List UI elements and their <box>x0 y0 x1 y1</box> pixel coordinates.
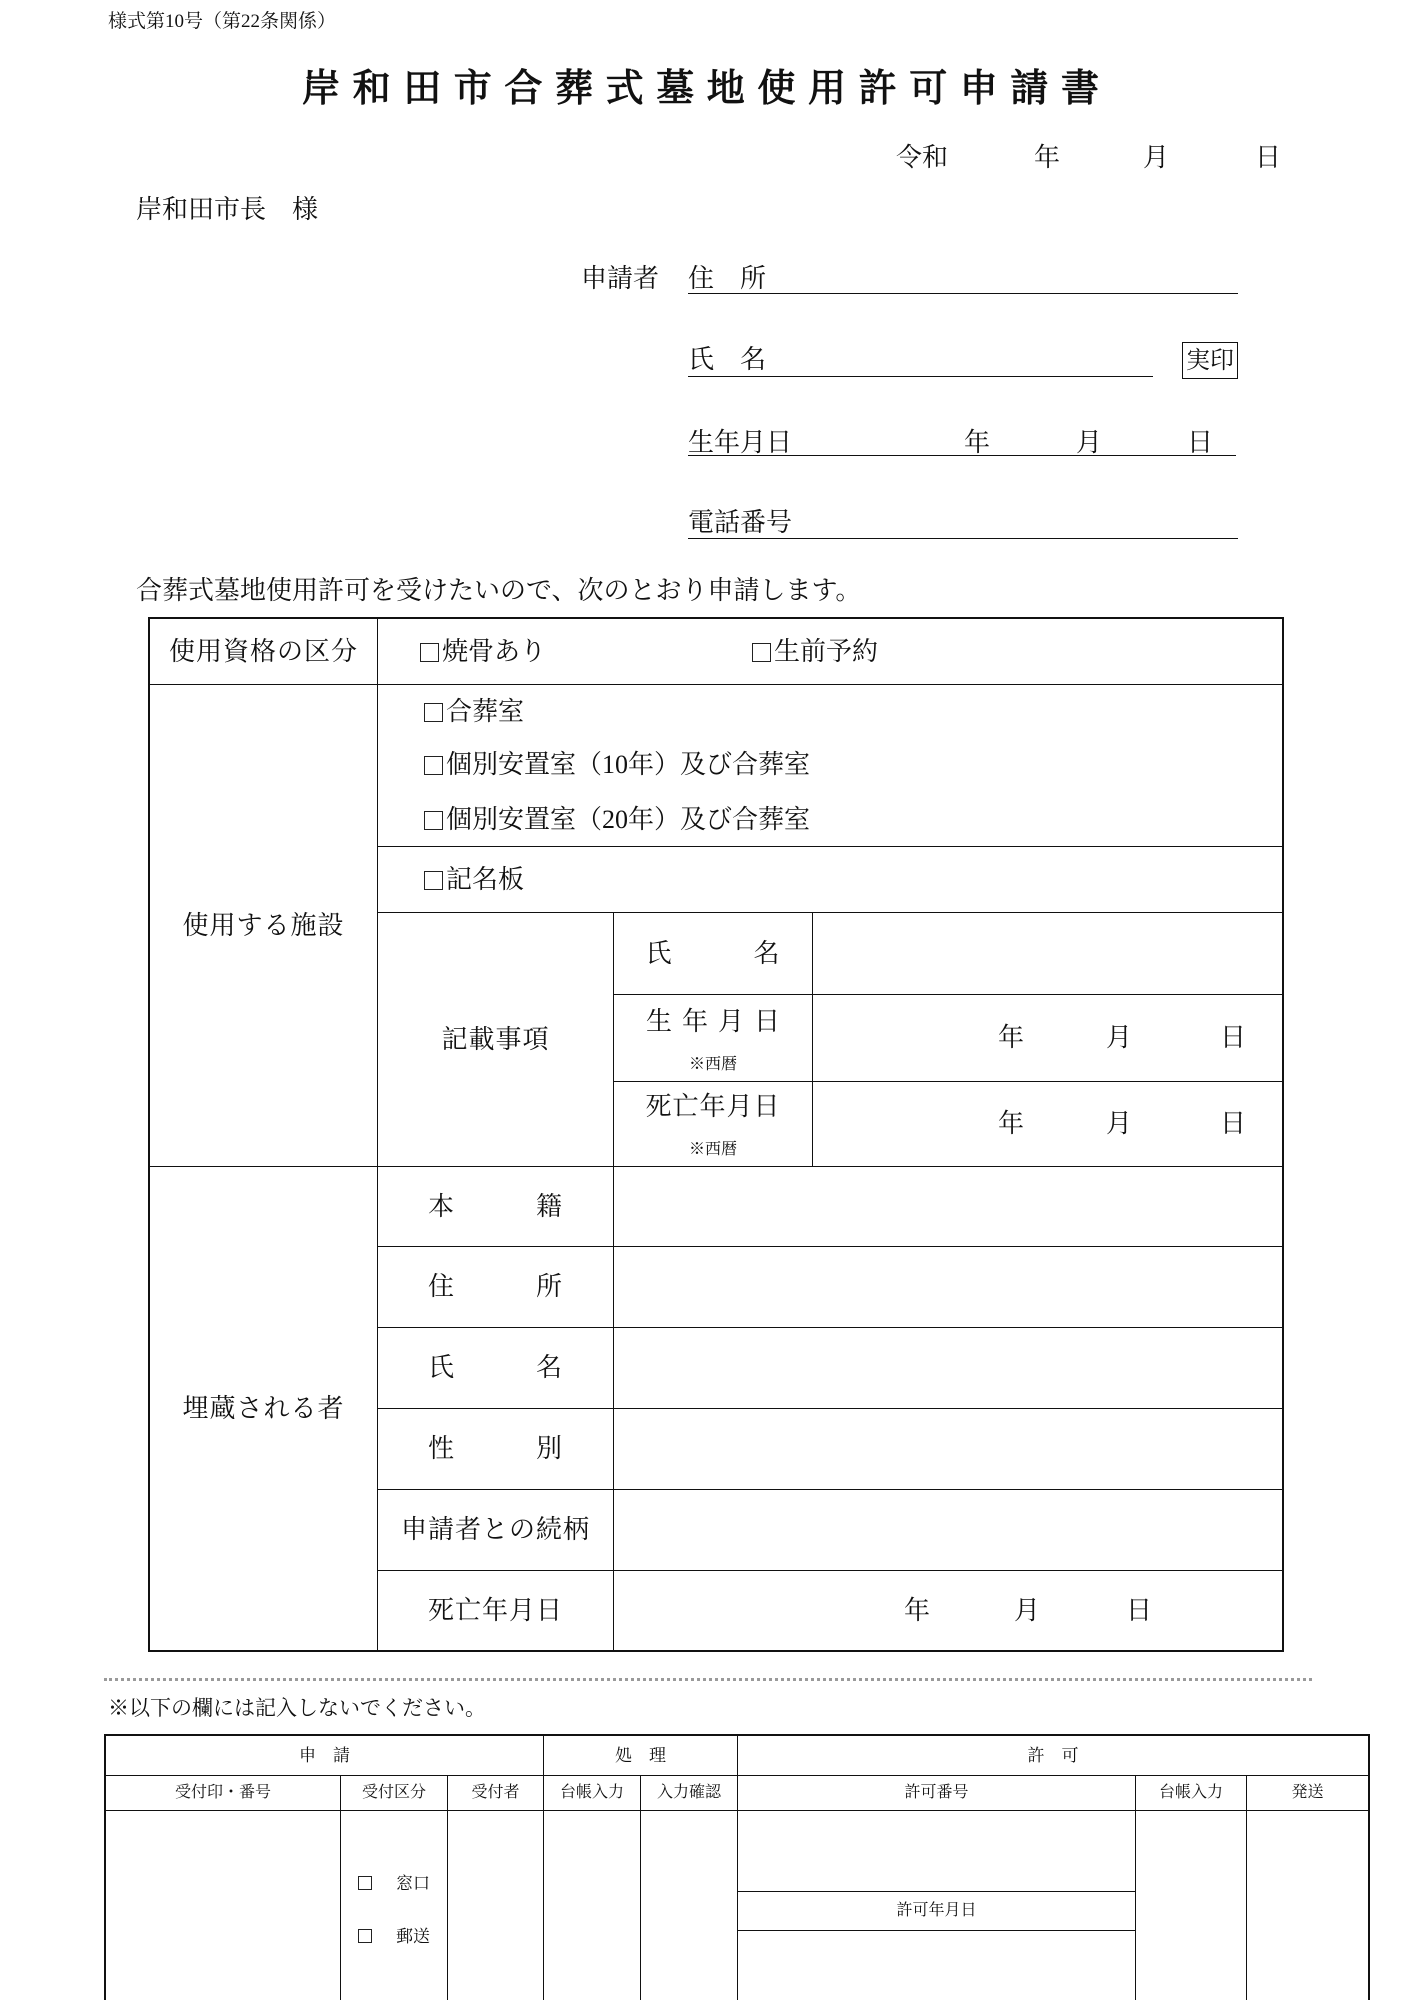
page-title: 岸和田市合葬式墓地使用許可申請書 <box>302 68 1112 110</box>
checkbox[interactable] <box>752 643 771 662</box>
group-header-label: 申 請 <box>299 1746 350 1765</box>
receipt-type-field <box>341 1811 448 2000</box>
qualification-option-cremated[interactable] <box>420 637 546 667</box>
inscription-deathdate-label-cell <box>614 1082 813 1167</box>
option-label: 生前予約 <box>774 637 879 666</box>
month-unit: 月 <box>1106 1109 1133 1138</box>
col-header-permit-number <box>738 1776 1136 1811</box>
interred-sex-label: 性 別 <box>427 1434 563 1463</box>
interred-domicile-label: 本 籍 <box>427 1191 563 1221</box>
col-header-entry-check <box>641 1776 738 1811</box>
option-label: 個別安置室（20年）及び合葬室 <box>446 805 811 834</box>
option-label: 合葬室 <box>446 697 525 726</box>
year-unit: 年 <box>998 1023 1025 1052</box>
col-header-dispatch <box>1247 1776 1370 1811</box>
interred-domicile-label-cell <box>378 1167 614 1247</box>
permit-date-label-cell <box>738 1892 1136 1931</box>
group-header-label: 許 可 <box>1027 1746 1079 1765</box>
col-header-label: 許可番号 <box>904 1784 969 1801</box>
inscription-name-label-cell <box>614 913 813 995</box>
ledger-entry-field[interactable] <box>544 1811 641 2000</box>
receipt-stamp-field[interactable] <box>106 1811 341 2000</box>
interred-relationship-label-cell <box>378 1490 614 1571</box>
applicant-name-field[interactable] <box>688 376 1153 377</box>
col-header-label: 受付区分 <box>361 1784 426 1801</box>
checkbox[interactable] <box>420 643 439 662</box>
month-unit: 月 <box>1106 1023 1133 1052</box>
receiver-field[interactable] <box>448 1811 544 2000</box>
year-unit: 年 <box>998 1109 1025 1138</box>
applicant-birth-month-unit: 月 <box>1076 428 1103 457</box>
office-use-table <box>104 1734 1370 2000</box>
col-header-receiver <box>448 1776 544 1811</box>
checkbox[interactable] <box>358 1929 372 1943</box>
applicant-birthdate-label: 生年月日 <box>688 428 793 457</box>
option-label: 記名板 <box>446 865 525 894</box>
facility-label-cell <box>150 685 378 1167</box>
group-header-permission <box>738 1736 1370 1776</box>
group-header-label: 処 理 <box>615 1746 666 1765</box>
qualification-label-cell <box>150 619 378 685</box>
facility-option-shared-room[interactable] <box>424 697 524 727</box>
facility-room-options-cell <box>378 685 1284 847</box>
checkbox[interactable] <box>358 1876 372 1890</box>
seal-box <box>1182 342 1238 379</box>
interred-label: 埋蔵される者 <box>182 1393 345 1423</box>
interred-relationship-field[interactable] <box>614 1490 1284 1571</box>
year-unit: 年 <box>904 1596 931 1625</box>
date-month-unit: 月 <box>1143 143 1170 172</box>
applicant-label: 申請者 <box>581 264 660 293</box>
interred-deathdate-field[interactable] <box>614 1571 1284 1652</box>
interred-deathdate-label-cell <box>378 1571 614 1652</box>
month-unit: 月 <box>1014 1596 1041 1625</box>
day-unit: 日 <box>1220 1109 1247 1138</box>
date-year-unit: 年 <box>1034 143 1061 172</box>
date-day-unit: 日 <box>1255 143 1282 172</box>
qualification-option-advance-reservation[interactable] <box>752 637 878 667</box>
inscription-label-cell <box>378 913 614 1167</box>
inscription-birthdate-label: 生年月日 <box>645 1007 790 1036</box>
reception-option-counter[interactable] <box>358 1873 430 1893</box>
applicant-phone-label: 電話番号 <box>688 508 793 537</box>
col-header-label: 発送 <box>1291 1784 1324 1801</box>
facility-label: 使用する施設 <box>182 910 345 940</box>
interred-address-label: 住 所 <box>427 1272 563 1301</box>
inscription-label: 記載事項 <box>441 1024 550 1054</box>
applicant-phone-field[interactable] <box>688 538 1238 539</box>
option-label: 窓口 <box>396 1873 430 1893</box>
option-label: 個別安置室（10年）及び合葬室 <box>446 750 811 779</box>
option-label: 焼骨あり <box>442 637 547 666</box>
group-header-application <box>106 1736 544 1776</box>
col-header-label: 台帳入力 <box>559 1784 624 1801</box>
col-header-ledger-entry-2 <box>1136 1776 1247 1811</box>
interred-relationship-label: 申請者との続柄 <box>400 1515 590 1544</box>
dispatch-field[interactable] <box>1247 1811 1370 2000</box>
checkbox[interactable] <box>424 871 443 890</box>
interred-name-field[interactable] <box>614 1328 1284 1409</box>
applicant-birth-day-unit: 日 <box>1187 428 1214 457</box>
nameplate-option-cell <box>378 847 1284 913</box>
inscription-name-field[interactable] <box>813 913 1284 995</box>
entry-check-field[interactable] <box>641 1811 738 2000</box>
addressee: 岸和田市長 様 <box>136 195 319 224</box>
facility-option-individual-20y[interactable] <box>424 805 810 835</box>
interred-address-field[interactable] <box>614 1247 1284 1328</box>
cut-line <box>104 1678 1312 1681</box>
reception-option-mail[interactable] <box>358 1926 430 1946</box>
checkbox[interactable] <box>424 703 443 722</box>
office-use-note: ※以下の欄には記入しないでください。 <box>108 1696 486 1720</box>
interred-name-label: 氏 名 <box>427 1353 563 1382</box>
option-label: 郵送 <box>396 1926 430 1946</box>
ledger-entry-field-2[interactable] <box>1136 1811 1247 2000</box>
facility-option-individual-10y[interactable] <box>424 750 810 780</box>
qualification-label: 使用資格の区分 <box>168 636 358 666</box>
applicant-birth-year-unit: 年 <box>964 428 991 457</box>
interred-sex-field[interactable] <box>614 1409 1284 1490</box>
interred-address-label-cell <box>378 1247 614 1328</box>
day-unit: 日 <box>1220 1023 1247 1052</box>
calendar-note: ※西暦 <box>688 1056 737 1073</box>
col-header-receipt-stamp <box>106 1776 341 1811</box>
interred-sex-label-cell <box>378 1409 614 1490</box>
interred-label-cell <box>150 1167 378 1652</box>
applicant-birthdate-field[interactable] <box>688 455 1236 456</box>
applicant-address-label: 住 所 <box>688 264 767 293</box>
permit-date-field[interactable] <box>738 1931 1136 2000</box>
group-header-processing <box>544 1736 738 1776</box>
inscription-birthdate-field[interactable] <box>813 995 1284 1082</box>
applicant-name-label: 氏 名 <box>688 345 767 374</box>
date-era: 令和 <box>896 143 949 172</box>
col-header-label: 受付者 <box>471 1784 520 1801</box>
seal-label: 実印 <box>1186 347 1234 374</box>
form-number: 様式第10号（第22条関係） <box>108 11 337 32</box>
col-header-ledger-entry <box>544 1776 641 1811</box>
checkbox[interactable] <box>424 811 443 830</box>
col-header-label: 受付印・番号 <box>174 1784 271 1801</box>
application-table <box>148 617 1284 1652</box>
interred-deathdate-label: 死亡年月日 <box>427 1595 563 1625</box>
permit-number-field[interactable] <box>738 1811 1136 1892</box>
interred-domicile-field[interactable] <box>614 1167 1284 1247</box>
checkbox[interactable] <box>424 756 443 775</box>
inscription-deathdate-field[interactable] <box>813 1082 1284 1167</box>
inscription-name-label: 氏 名 <box>645 938 781 968</box>
intro-text: 合葬式墓地使用許可を受けたいので、次のとおり申請します。 <box>136 576 862 605</box>
col-header-receipt-type <box>341 1776 448 1811</box>
permit-date-label: 許可年月日 <box>896 1902 977 1919</box>
qualification-options-cell <box>378 619 1284 685</box>
inscription-birthdate-label-cell <box>614 995 813 1082</box>
facility-option-nameplate[interactable] <box>424 865 524 895</box>
interred-name-label-cell <box>378 1328 614 1409</box>
calendar-note: ※西暦 <box>688 1141 737 1158</box>
col-header-label: 台帳入力 <box>1158 1784 1223 1801</box>
col-header-label: 入力確認 <box>656 1784 721 1801</box>
inscription-deathdate-label: 死亡年月日 <box>645 1092 781 1121</box>
applicant-address-field[interactable] <box>688 293 1238 294</box>
day-unit: 日 <box>1126 1596 1153 1625</box>
